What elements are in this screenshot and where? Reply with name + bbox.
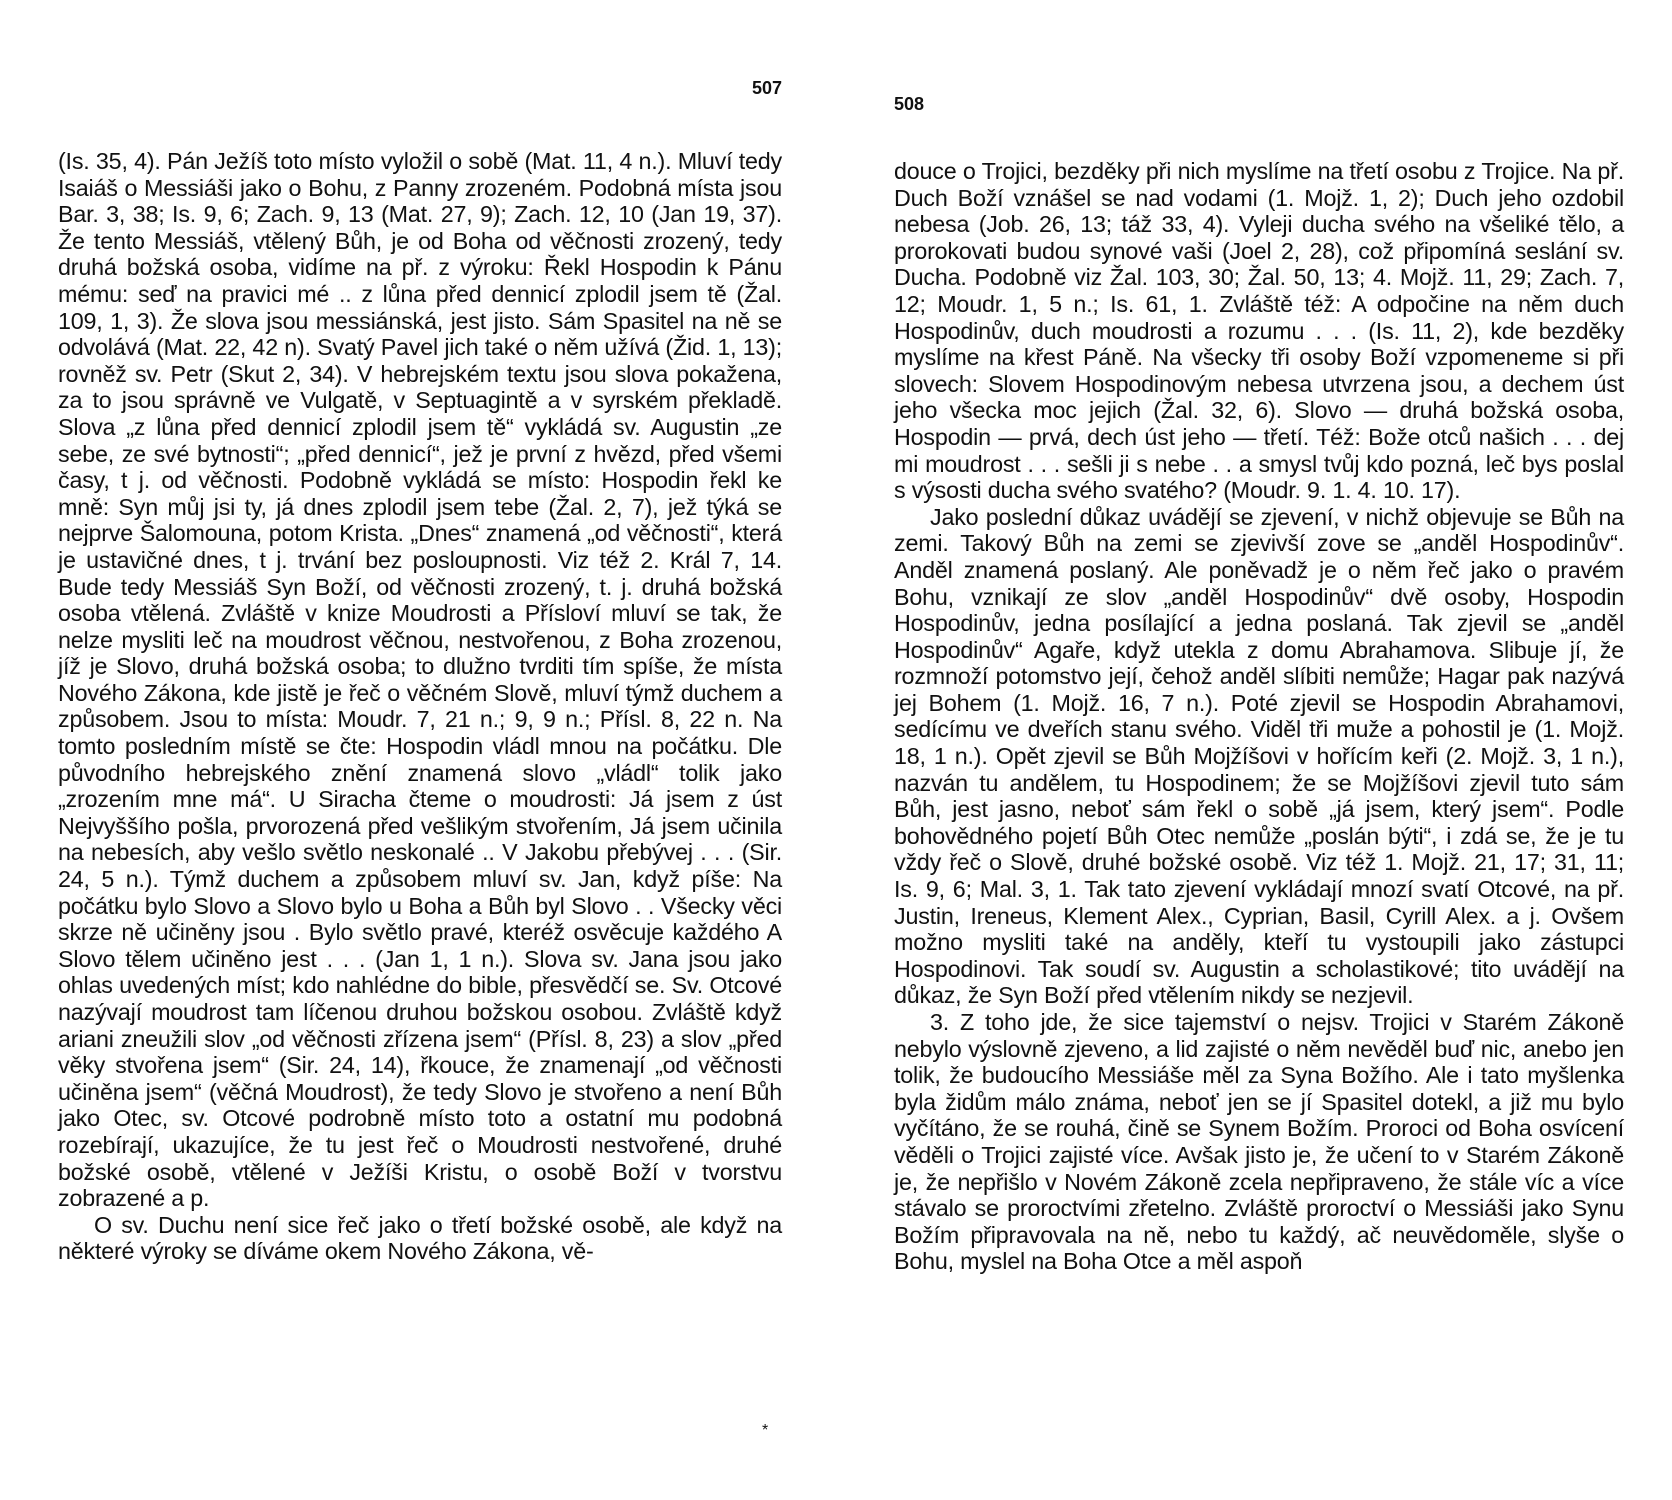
body-text [58, 148, 782, 1265]
paragraph: douce o Trojici, bezděky při nich myslíme na třetí osobu z Trojice. Na př. Duch Boží vznášel se nad vodami (1. Mojž. 1, 2); Duch jeho ozdobil nebesa (Job. 26, 13; táž 33, 4). Vyleji ducha svého na všeliké tělo, a prorokovati budou synové vaši (Joel 2, 28), což připomíná seslání sv. Ducha. Podobně viz Žal. 103, 30; Žal. 50, 13; 4. Mojž. 11, 29; Zach. 7, 12; Moudr. 1, 5 n.; Is. 61, 1. Zvláště též: A odpočine na něm duch Hospodinův, duch moudrosti a rozumu . . . (Is. 11, 2), kde bezděky myslíme na křest Páně. Na všecky tři osoby Boží vzpomeneme si při slovech: Slovem Hospodinovým nebesa utvrzena jsou, a dechem úst jeho všecka moc jejich (Žal. 32, 6). Slovo — druhá božská osoba, Hospodin — prvá, dech úst jeho — třetí. Též: Bože otců našich . . . dej mi moudrost . . . sešli ji s nebe . . a smysl tvůj kdo pozná, leč bys poslal s výsosti ducha svého svatého? (Moudr. 9. 1. 4. 10. 17). [894, 158, 1624, 504]
paragraph: (Is. 35, 4). Pán Ježíš toto místo vyložil o sobě (Mat. 11, 4 n.). Mluví tedy Isaiáš o Messiáši jako o Bohu, z Panny zrozeném. Podobná místa jsou Bar. 3, 38; Is. 9, 6; Zach. 9, 13 (Mat. 27, 9); Zach. 12, 10 (Jan 19, 37). Že tento Messiáš, vtělený Bůh, je od Boha od věčnosti zrozený, tedy druhá božská osoba, vidíme na př. z výroku: Řekl Hospodin k Pánu mému: seď na pravici mé .. z lůna před dennicí zplodil jsem tě (Žal. 109, 1, 3). Že slova jsou messiánská, jest jisto. Sám Spasitel na ně se odvolává (Mat. 22, 42 n). Svatý Pavel jich také o něm užívá (Žid. 1, 13); rovněž sv. Petr (Skut 2, 34). V hebrejském textu jsou slova pokažena, za to jsou správně ve Vulgatě, v Septuagintě a v syrském překladě. Slova „z lůna před dennicí zplodil jsem tě“ vykládá sv. Augustin „ze sebe, ze své bytnosti“; „před dennicí“, jež je první z hvězd, před všemi časy, t j. od věčnosti. Podobně vykládá se místo: Hospodin řekl ke mně: Syn můj jsi ty, já dnes zplodil jsem tebe (Žal. 2, 7), jež týká se nejprve Šalomouna, potom Krista. „Dnes“ znamená „od věčnosti“, která je ustavičné dnes, t j. trvání bez posloupnosti. Viz též 2. Král 7, 14. Bude tedy Messiáš Syn Boží, od věčnosti zrozený, t. j. druhá božská osoba vtělená. Zvláště v knize Moudrosti a Přísloví mluví se tak, že nelze mysliti leč na moudrost věčnou, nestvořenou, z Boha zrozenou, jíž je Slovo, druhá božská osoba; to dlužno tvrditi tím spíše, že místa Nového Zákona, kde jistě je řeč o věčném Slově, mluví týmž duchem a způsobem. Jsou to místa: Moudr. 7, 21 n.; 9, 9 n.; Přísl. 8, 22 n. Na tomto posledním místě se čte: Hospodin vládl mnou na počátku. Dle původního hebrejského znění znamená slovo „vládl“ tolik jako „zrozením mne má“. U Siracha čteme o moudrosti: Já jsem z úst Nejvyššího pošla, prvorozená před vešlikým stvořením, Já jsem učinila na nebesích, aby vešlo světlo neskonalé .. V Jakobu přebývej . . . (Sir. 24, 5 n.). Týmž duchem a způsobem mluví sv. Jan, když píše: Na počátku bylo Slovo a Slovo bylo u Boha a Bůh byl Slovo . . Všecky věci skrze ně učiněny jsou . Bylo světlo pravé, kteréž osvěcuje každého A Slovo tělem učiněno jest . . . (Jan 1, 1 n.). Slova sv. Jana jsou jako ohlas uvedených míst; kdo nahlédne do bible, přesvědčí se. Sv. Otcové nazývají moudrost tam líčenou druhou božskou osobou. Zvláště když ariani zneužili slov „od věčnosti zřízena jsem“ (Přísl. 8, 23) a slov „před věky stvořena jsem“ (Sir. 24, 14), řkouce, že znamenají „od věčnosti učiněna jsem“ (věčná Moudrost), že tedy Slovo je stvořeno a není Bůh jako Otec, sv. Otcové podrobně místo toto a ostatní mu podobná rozebírají, ukazujíce, že tu jest řeč o Moudrosti nestvořené, druhé božské osobě, vtělené v Ježíši Kristu, o osobě Boží v tvorstvu zobrazené a p. [58, 148, 782, 1212]
right-page [836, 0, 1672, 1500]
page-number: 507 [752, 78, 783, 98]
paragraph: 3. Z toho jde, že sice tajemství o nejsv. Trojici v Starém Zákoně nebylo výslovně zjeveno, a lid zajisté o něm nevěděl buď nic, anebo jen tolik, že budoucího Messiáše měl za Syna Božího. Ale i tato myšlenka byla židům málo známa, neboť jen se jí Spasitel dotekl, a již mu bylo vyčítáno, že se rouhá, čině se Synem Božím. Proroci od Boha osvícení věděli o Trojici zajisté více. Avšak jisto je, že učení to v Starém Zákoně je, že nepřišlo v Novém Zákoně zcela nepřipraveno, že stále víc a více stávalo se proroctvími zřetelno. Zvláště proroctví o Messiáši jako Synu Božím připravovala na ně, nebo tu každý, ač neuvědoměle, slyše o Bohu, myslel na Boha Otce a měl aspoň [894, 1009, 1624, 1275]
paragraph: Jako poslední důkaz uvádějí se zjevení, v nichž objevuje se Bůh na zemi. Takový Bůh na zemi se zjevivší zove se „anděl Hospodinův“. Anděl znamená poslaný. Ale poněvadž je o něm řeč jako o pravém Bohu, vznikají ze slov „anděl Hospodinův“ dvě osoby, Hospodin Hospodinův, jedna posílající a jedna poslaná. Tak zjevil se „anděl Hospodinův“ Agaře, když utekla z domu Abrahamova. Slibuje jí, že rozmnoží potomstvo její, čehož anděl slíbiti nemůže; Hagar pak nazývá jej Bohem (1. Mojž. 16, 7 n.). Poté zjevil se Hospodin Abrahamovi, sedícímu ve dveřích stanu svého. Viděl tři muže a pohostil je (1. Mojž. 18, 1 n.). Opět zjevil se Bůh Mojžíšovi v hořícím keři (2. Mojž. 3, 1 n.), nazván tu andělem, tu Hospodinem; že se Mojžíšovi zjevil tuto sám Bůh, jest jasno, neboť sám řekl o sobě „já jsem, který jsem“. Podle bohovědného pojetí Bůh Otec nemůže „poslán býti“, i zdá se, že je tu vždy řeč o Slově, druhé božské osobě. Viz též 1. Mojž. 21, 17; 31, 11; Is. 9, 6; Mal. 3, 1. Tak tato zjevení vykládají mnozí svatí Otcové, na př. Justin, Ireneus, Klement Alex., Cyprian, Basil, Cyrill Alex. a j. Ovšem možno mysliti také na anděly, kteří tu vystoupili jako zástupci Hospodinovi. Tak soudí sv. Augustin a scholastikové; tito uvádějí na důkaz, že Syn Boží před vtělením nikdy se nezjevil. [894, 503, 1624, 1009]
page-number: 508 [894, 94, 925, 114]
body-text [894, 158, 1624, 1275]
paragraph: O sv. Duchu není sice řeč jako o třetí božské osobě, ale když na některé výroky se díváme okem Nového Zákona, vě- [58, 1211, 782, 1265]
footnote-mark: * [762, 1422, 769, 1439]
